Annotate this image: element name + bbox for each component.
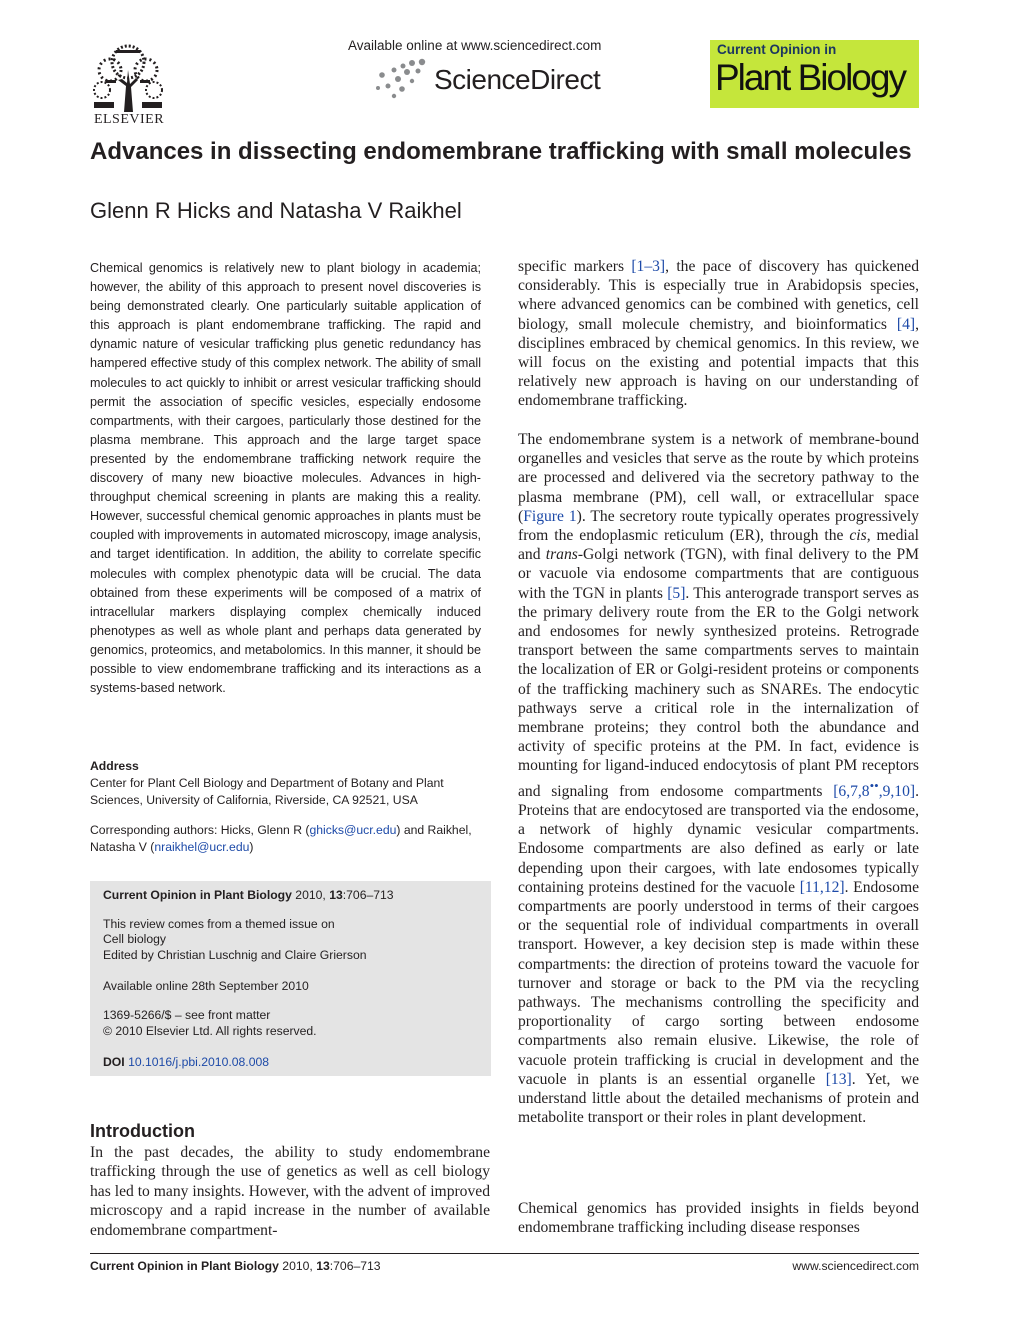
infobox-copyright: © 2010 Elsevier Ltd. All rights reserved.	[103, 1024, 317, 1038]
infobox-doi	[103, 1055, 269, 1069]
infobox-volume: 13	[329, 888, 343, 902]
ref-link-part: ,9,10]	[878, 782, 916, 800]
journal-logo-line1: Current Opinion in	[717, 42, 837, 57]
email-link-hicks[interactable]: ghicks@ucr.edu	[309, 823, 397, 837]
journal-logo-line2: Plant Biology	[715, 57, 905, 98]
address-label: Address	[90, 759, 139, 773]
infobox-citation	[103, 888, 394, 902]
ref-link-part: [6,7,8	[833, 782, 870, 800]
italic-cis: cis	[849, 527, 867, 545]
doi-label: DOI	[103, 1055, 125, 1069]
text-run: . Yet, we understand little about the detailed mechanisms of protein and metabolite transport or their roles in plant development.	[518, 1070, 919, 1127]
corresponding-authors	[90, 822, 481, 856]
infobox-issn: 1369-5266/$ – see front matter	[103, 1008, 271, 1022]
infobox-journal: Current Opinion in Plant Biology	[103, 888, 292, 902]
ref-highlight-dots: ••	[869, 777, 879, 793]
corresponding-prefix: Corresponding authors: Hicks, Glenn R (	[90, 823, 310, 837]
introduction-paragraph: In the past decades, the ability to study endomembrane trafficking through the use of genetics as well as cell biology has led to many insights. However, with the advent of improved microscopy and a rapid increase in the number of available endomembrane compartment-	[90, 1144, 490, 1239]
footer-journal: Current Opinion in Plant Biology	[90, 1259, 279, 1273]
footer-citation	[90, 1259, 381, 1273]
infobox-theme-intro: This review comes from a themed issue on	[103, 917, 335, 931]
footer-year: 2010,	[282, 1259, 313, 1273]
ref-link[interactable]: [13]	[825, 1070, 852, 1088]
article-title: Advances in dissecting endomembrane trafficking with small molecules	[90, 138, 912, 165]
footer-url[interactable]: www.sciencedirect.com	[792, 1259, 919, 1273]
available-online-text: Available online at www.sciencedirect.com	[348, 38, 602, 53]
sciencedirect-dots-icon	[372, 58, 434, 102]
text-run: -Golgi network (TGN), with final delivery to the PM or vacuole via endosome compartments that are contiguous with the TGN in plants	[518, 546, 919, 602]
text-run: , disciplines embraced by chemical genomics. In this review, we will focus on the existing and potential impacts that this relatively new approach is having on our understanding of endomembrane trafficking.	[518, 315, 919, 410]
infobox-editors: Edited by Christian Luschnig and Claire Grierson	[103, 948, 367, 962]
body-paragraph-3: Chemical genomics has provided insights in fields beyond endomembrane trafficking including disease responses	[518, 1200, 919, 1237]
sciencedirect-logo	[372, 58, 612, 102]
doi-link[interactable]: 10.1016/j.pbi.2010.08.008	[128, 1055, 270, 1069]
abstract: Chemical genomics is relatively new to plant biology in academia; however, the ability of this approach to present novel discoveries is being demonstrated clearly. One particularly suitable application of this approach is plant endomembrane trafficking. The rapid and dynamic nature of vesicular trafficking plus genetic redundancy has hampered effective study of this complex network. The ability of small molecules to act quickly to inhibit or arrest vesicular trafficking should permit the association of specific vesicles, especially endosome compartments, with their cargoes, particularly those destined for the plasma membrane. This approach and the large target space presented by the endomembrane trafficking network require the discovery of many new bioactive molecules. Advances in high-throughput chemical screening in plants are making this a reality. However, successful chemical genomic approaches in plants must be coupled with improvements in automated microscopy, image analysis, and target identification. In addition, the ability to correlate specific molecules with complex phenotypic data will be crucial. The data obtained from these experiments will be composed of a matrix of intracellular markers displaying complex chemically induced phenotypes as well as whole plant and perhaps data generated by genomics, proteomics, and metabolomics. In this manner, it should be possible to view endomembrane trafficking and its interactions as a systems-based network.	[90, 261, 481, 696]
corresponding-suffix: )	[249, 840, 254, 854]
article-authors: Glenn R Hicks and Natasha V Raikhel	[90, 198, 462, 223]
footer-volume: 13	[316, 1259, 330, 1273]
text-run: specific markers	[518, 258, 632, 275]
text-run: . Endosome compartments are poorly understood in terms of their cargoes or the sequential role of individual compartments in overall transport. However, a key decision step is made within these compartments: the direction of proteins toward the vacuole for turnover and storage or back to the PM via the recycling pathways. The mechanisms controlling the specificity and proportionality of cargo sorting between endosome compartments also remain elusive. Likewise, the role of vacuole protein trafficking is crucial in development and the vacuole in plants is an essential organelle	[518, 878, 919, 1088]
body-paragraph-2	[518, 430, 919, 1128]
body-paragraph-1	[518, 257, 919, 411]
infobox-available: Available online 28th September 2010	[103, 979, 309, 993]
article-info-box	[90, 881, 491, 1076]
footer-divider	[90, 1253, 919, 1254]
ref-link[interactable]: [5]	[667, 584, 686, 602]
text-run: , the pace of discovery has quickened considerably. This is especially true in Arabidopsis species, where advanced genomics can be combined with genetics, cell biology, small molecule chemistry, and bioinformatics	[518, 258, 919, 333]
ref-link[interactable]: [1–3]	[631, 258, 666, 275]
ref-link[interactable]	[833, 777, 916, 800]
italic-trans: trans	[545, 546, 578, 564]
address-text: Center for Plant Cell Biology and Department of Botany and Plant Sciences, University of California, Riverside, CA 92521, USA	[90, 776, 444, 807]
introduction-heading: Introduction	[90, 1121, 195, 1141]
text-run: The endomembrane system is a network of membrane-bound organelles and vesicles that serve as the route by which proteins are processed and delivered via the secretory pathway to the plasma membrane (PM), cell wall, or extracellular space (	[518, 431, 919, 525]
elsevier-wordmark: ELSEVIER	[93, 112, 165, 127]
infobox-pages: :706–713	[342, 888, 394, 902]
text-run: ). The secretory route typically operates progressively from the endoplasmic reticulum (ER), through the	[518, 507, 919, 545]
text-run: . This anterograde transport serves as the primary delivery route from the ER to the Golgi network and endosomes for newly synthesized proteins. Retrograde transport between the same compartments serves to maintain the localization of ER or Golgi-resident proteins or components of the trafficking machinery such as SNAREs. The endocytic pathways serve a critical role in the internalization of membrane proteins; they control both the abundance and activity of specific proteins at the PM. In fact, evidence is mounting for ligand-induced endocytosis of plant PM receptors and signaling from endosome compartments	[518, 584, 919, 800]
journal-logo-box	[710, 40, 919, 108]
text-run: . Proteins that are endocytosed are transported via the endosome, a network of highly dynamic vesicular compartments. Endosome compartments are also defined as early or late depending upon their cargoes, with late endosomes typically containing proteins destined for the vacuole	[518, 782, 919, 896]
ref-link[interactable]: [11,12]	[799, 878, 845, 896]
figure-link[interactable]: Figure 1	[523, 507, 577, 525]
infobox-theme: Cell biology	[103, 932, 167, 946]
footer-pages: :706–713	[329, 1259, 381, 1273]
text-run: , medial and	[518, 527, 919, 564]
corresponding-middle: ) and Raikhel, Natasha V (	[90, 823, 472, 854]
address-block	[90, 758, 481, 809]
email-link-raikhel[interactable]: nraikhel@ucr.edu	[154, 840, 250, 854]
sciencedirect-wordmark: ScienceDirect	[434, 64, 601, 95]
ref-link[interactable]: [4]	[896, 315, 916, 333]
infobox-year: 2010,	[295, 888, 326, 902]
